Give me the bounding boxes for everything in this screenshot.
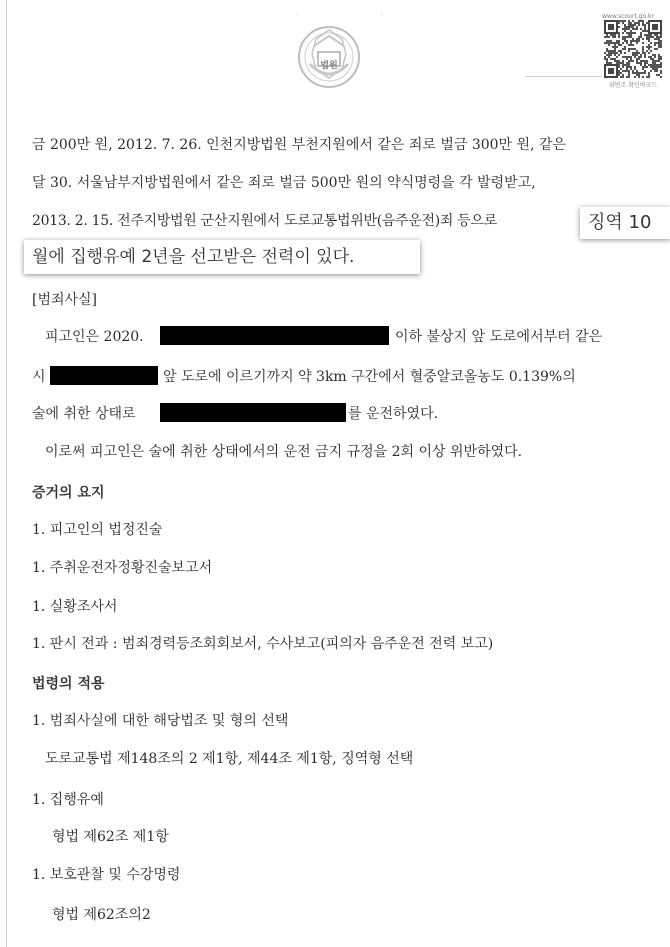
highlight-sentence-part1: 징역 10 bbox=[580, 207, 670, 239]
redaction-block bbox=[50, 366, 158, 385]
fact-line-3-prefix: 술에 취한 상태로 bbox=[32, 406, 136, 422]
qr-caption: 위변조 확인바코드 bbox=[608, 82, 658, 89]
page-left-border bbox=[6, 0, 7, 947]
fact-line-2-prefix: 시 bbox=[32, 369, 46, 385]
fact-line-4: 이로써 피고인은 술에 취한 상태에서의 운전 금지 규정을 2회 이상 위반하였다. bbox=[45, 444, 523, 460]
fact-line-1-suffix: 이하 불상지 앞 도로에서부터 같은 bbox=[395, 329, 603, 345]
fact-line-1-prefix: 피고인은 2020. bbox=[45, 329, 144, 345]
redaction-block bbox=[160, 326, 389, 345]
redaction-block bbox=[160, 403, 346, 422]
evidence-item: 1. 실황조사서 bbox=[32, 599, 118, 615]
evidence-item: 1. 주취운전자정황진술보고서 bbox=[32, 560, 213, 576]
law-item: 1. 집행유예 bbox=[32, 792, 104, 808]
fact-line-2-suffix: 앞 도로에 이르기까지 약 3km 구간에서 혈중알코올농도 0.139%의 bbox=[163, 369, 576, 385]
fact-line-3-suffix: 를 운전하였다. bbox=[348, 406, 439, 422]
evidence-item: 1. 판시 전과 : 범죄경력등조회회보서, 수사보고(피의자 음주운전 전력 보고) bbox=[32, 636, 494, 652]
text-line-2: 달 30. 서울남부지방법원에서 같은 죄로 벌금 500만 원의 약식명령을 각 발령받고, bbox=[32, 175, 536, 191]
highlight-sentence-part2: 월에 집행유예 2년을 선고받은 전력이 있다. bbox=[24, 240, 420, 274]
qr-url: www.scourt.go.kr bbox=[602, 13, 654, 20]
law-item-detail: 도로교통법 제148조의 2 제1항, 제44조 제1항, 징역형 선택 bbox=[45, 751, 414, 767]
law-item-detail: 형법 제62조의2 bbox=[52, 907, 151, 923]
header-rule bbox=[526, 76, 602, 77]
law-heading: 법령의 적용 bbox=[32, 676, 105, 692]
court-seal-icon bbox=[296, 24, 362, 90]
qr-code-icon bbox=[604, 20, 662, 78]
law-item: 1. 보호관찰 및 수강명령 bbox=[32, 867, 181, 883]
header-dots: · · bbox=[295, 10, 423, 19]
evidence-heading: 증거의 요지 bbox=[32, 485, 105, 501]
text-line-1: 금 200만 원, 2012. 7. 26. 인천지방법원 부천지원에서 같은 죄로 벌금 300만 원, 같은 bbox=[32, 137, 566, 153]
evidence-item: 1. 피고인의 법정진술 bbox=[32, 522, 163, 538]
court-seal-text: 법원 bbox=[320, 61, 338, 71]
crime-facts-label: [범죄사실] bbox=[32, 292, 98, 308]
text-line-3: 2013. 2. 15. 전주지방법원 군산지원에서 도로교통법위반(음주운전)죄 등으로 bbox=[32, 213, 497, 229]
law-item: 1. 범죄사실에 대한 해당법조 및 형의 선택 bbox=[32, 713, 289, 729]
law-item-detail: 형법 제62조 제1항 bbox=[52, 829, 169, 845]
